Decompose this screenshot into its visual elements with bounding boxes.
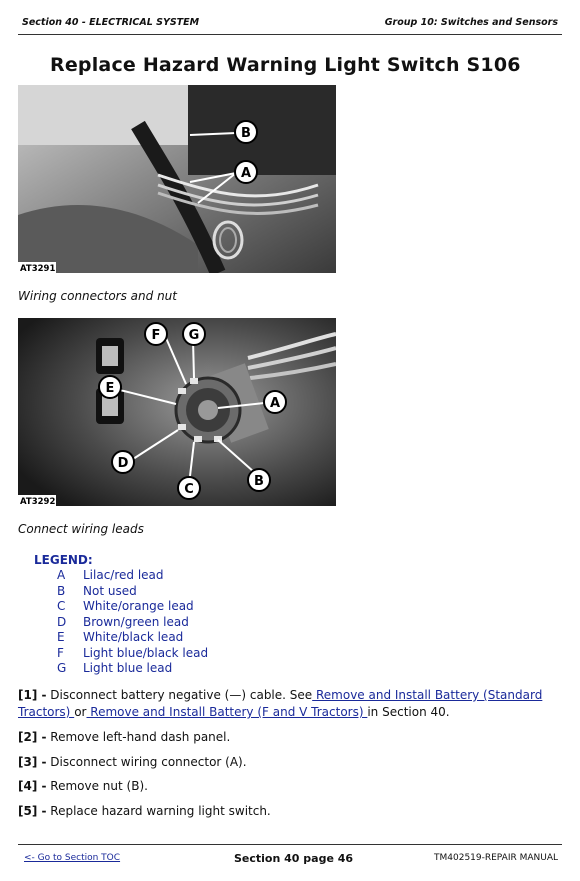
legend-key: A <box>57 568 66 582</box>
svg-text:F: F <box>151 328 161 343</box>
step-3 <box>18 754 558 771</box>
svg-text:B: B <box>254 474 264 489</box>
legend-item <box>57 630 208 646</box>
step-number: [5] - <box>18 804 47 818</box>
wiring-leads-photo <box>18 318 336 506</box>
svg-text:B: B <box>241 126 251 141</box>
step-number: [1] - <box>18 688 47 702</box>
legend-item <box>57 568 208 584</box>
legend-item <box>57 646 208 662</box>
legend-label: Lilac/red lead <box>83 568 164 582</box>
legend-item <box>57 661 208 677</box>
legend-label: Light blue lead <box>83 661 173 675</box>
page-footer <box>18 844 562 871</box>
callout-b <box>248 469 270 491</box>
callout-a <box>235 161 257 183</box>
step-2 <box>18 729 558 746</box>
svg-text:G: G <box>188 328 200 343</box>
legend-label: White/orange lead <box>83 599 194 613</box>
step-text: in Section 40. <box>367 705 450 719</box>
callout-a <box>264 391 286 413</box>
step-text: Replace hazard warning light switch. <box>46 804 271 818</box>
image-id-label: AT3291 <box>20 264 56 273</box>
callout-g <box>183 323 205 345</box>
legend-label: Brown/green lead <box>83 614 189 629</box>
step-text: or <box>74 705 87 719</box>
step-5 <box>18 803 558 820</box>
section-label: Section 40 - ELECTRICAL SYSTEM <box>22 17 200 28</box>
group-label: Group 10: Switches and Sensors <box>384 17 558 28</box>
svg-text:C: C <box>184 482 194 497</box>
legend-label: Not used <box>83 583 137 598</box>
figure-caption: Connect wiring leads <box>18 522 144 536</box>
section-toc-link[interactable]: <- Go to Section TOC <box>24 853 121 863</box>
svg-text:A: A <box>269 396 281 411</box>
page-header <box>18 12 562 35</box>
step-number: [2] - <box>18 730 47 744</box>
step-text: Disconnect wiring connector (A). <box>46 755 247 769</box>
figure-caption: Wiring connectors and nut <box>18 289 177 303</box>
wiring-connectors-photo <box>18 85 336 273</box>
legend-key: D <box>57 614 67 629</box>
callout-c <box>178 477 200 499</box>
svg-text:A: A <box>240 166 252 181</box>
callout-b <box>235 121 257 143</box>
legend-key: F <box>57 645 64 660</box>
svg-text:D: D <box>117 456 129 471</box>
legend-key: G <box>57 661 67 675</box>
callout-e <box>99 376 121 398</box>
legend-item <box>57 584 208 600</box>
callout-d <box>112 451 134 473</box>
legend <box>57 568 208 677</box>
legend-key: E <box>57 630 65 644</box>
legend-key: B <box>57 583 66 598</box>
image-id-label: AT3292 <box>20 497 56 506</box>
legend-item <box>57 599 208 615</box>
manual-id: TM402519-REPAIR MANUAL <box>434 853 558 863</box>
legend-item <box>57 615 208 631</box>
step-text: Remove left-hand dash panel. <box>46 730 231 744</box>
legend-label: White/black lead <box>83 630 184 644</box>
battery-fv-link[interactable]: Remove and Install Battery (F and V Tractors) <box>86 705 368 719</box>
step-text: Disconnect battery negative (—) cable. See <box>46 688 313 702</box>
page-number: Section 40 page 46 <box>234 852 354 865</box>
legend-title: LEGEND: <box>34 553 93 567</box>
legend-key: C <box>57 599 66 613</box>
step-number: [4] - <box>18 779 47 793</box>
legend-label: Light blue/black lead <box>83 645 209 660</box>
step-number: [3] - <box>18 755 47 769</box>
step-text: Remove nut (B). <box>46 779 148 793</box>
step-1 <box>18 687 558 721</box>
svg-text:E: E <box>105 381 115 396</box>
page-title: Replace Hazard Warning Light Switch S106 <box>50 54 521 76</box>
step-4 <box>18 778 558 795</box>
battery-standard-link[interactable]: Remove and Install Battery (Standard Tractors) <box>18 688 543 719</box>
callout-f <box>145 323 167 345</box>
